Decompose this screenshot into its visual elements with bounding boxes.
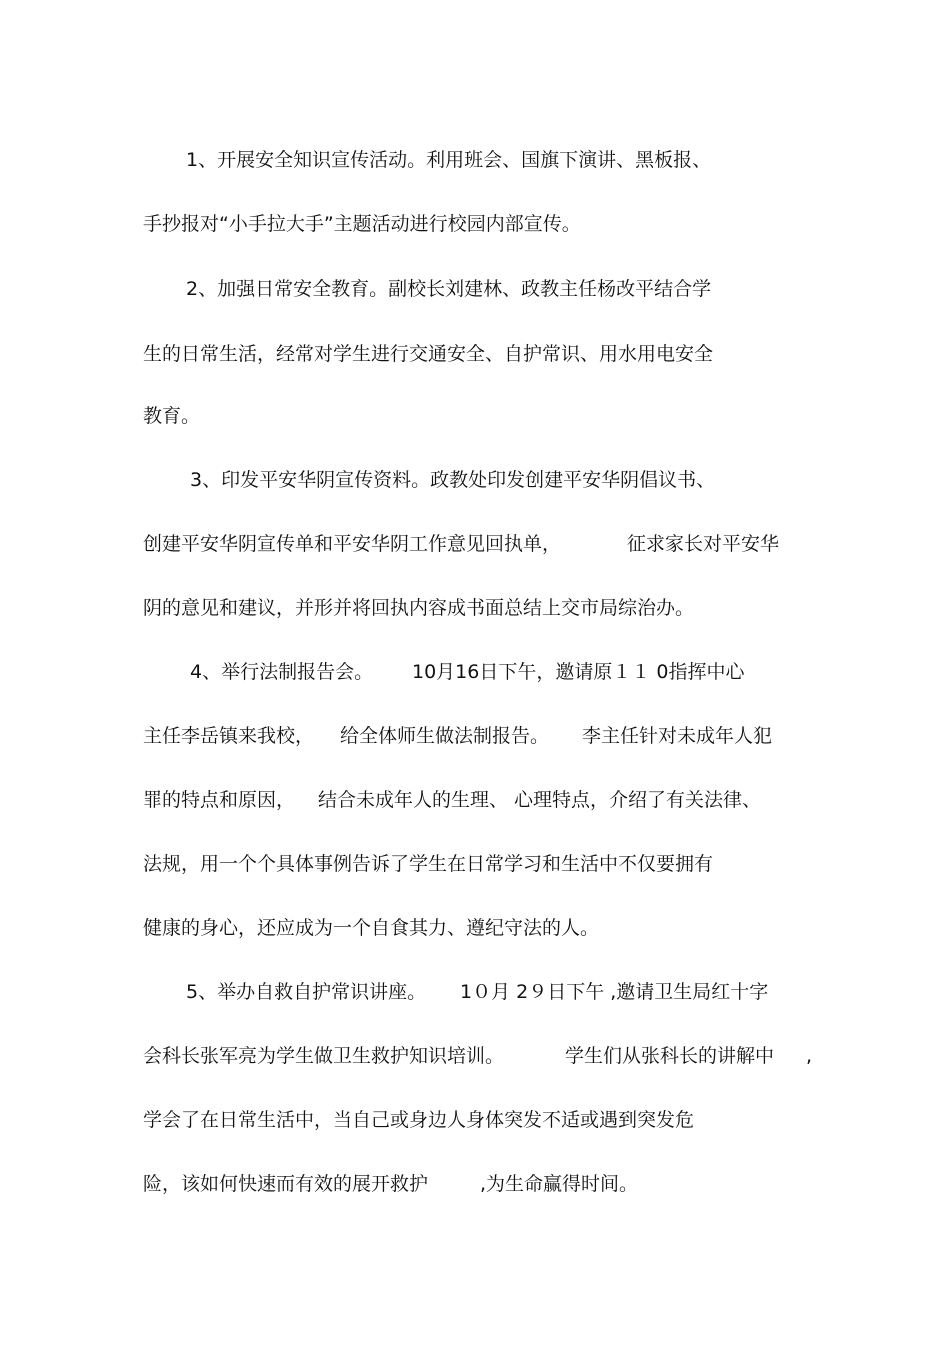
text-segment: 3、印发平安华阴宣传资料。政教处印发创建平安华阴倡议书、: [190, 469, 716, 491]
text-segment: 教育。: [143, 405, 201, 427]
text-line: [0, 1103, 950, 1137]
text-segment: ,为生命赢得时间。: [480, 1173, 639, 1195]
text-segment: 10月16日下午，邀请原１１ 0指挥中心: [412, 661, 745, 683]
text-segment: 手抄报对“小手拉大手”主题活动进行校园内部宣传。: [143, 213, 581, 235]
text-segment: 4、举行法制报告会。: [190, 661, 374, 683]
text-line: [0, 719, 950, 753]
text-segment: 征求家长对平安华: [627, 533, 780, 555]
text-segment: 险，该如何快速而有效的展开救护: [143, 1173, 429, 1195]
text-segment: 5、举办自救自护常识讲座。: [186, 981, 427, 1003]
text-segment: 创建平安华阴宣传单和平安华阴工作意见回执单，: [143, 533, 562, 555]
text-segment: 结合未成年人的生理、 心理特点，介绍了有关法律、: [318, 789, 762, 811]
text-line: [0, 1167, 950, 1201]
text-line: [0, 783, 950, 817]
text-line: [0, 975, 950, 1009]
text-segment: 1０月 2９日下午 ,邀请卫生局红十字: [460, 981, 769, 1003]
text-line: [0, 207, 950, 241]
text-segment: 学生们从张科长的讲解中: [565, 1045, 775, 1067]
text-line: [0, 527, 950, 561]
text-segment: 罪的特点和原因，: [143, 789, 296, 811]
text-line: [0, 399, 950, 433]
text-segment: 主任李岳镇来我校，: [143, 725, 315, 747]
text-segment: 1、开展安全知识宣传活动。利用班会、国旗下演讲、黑板报、: [186, 149, 712, 171]
text-line: [0, 655, 950, 689]
text-line: [0, 1039, 950, 1073]
text-line: [0, 337, 950, 371]
text-segment: 2、加强日常安全教育。副校长刘建林、政教主任杨改平结合学: [186, 278, 712, 300]
text-line: [0, 272, 950, 306]
text-segment: 法规，用一个个具体事例告诉了学生在日常学习和生活中不仅要拥有: [143, 853, 714, 875]
text-line: [0, 463, 950, 497]
text-segment: 会科长张军亮为学生做卫生救护知识培训。: [143, 1045, 505, 1067]
text-segment: 阴的意见和建议，并形并将回执内容成书面总结上交市局综治办。: [143, 597, 695, 619]
text-segment: ,: [806, 1045, 813, 1067]
text-segment: 生的日常生活，经常对学生进行交通安全、自护常识、用水用电安全: [143, 343, 714, 365]
text-segment: 学会了在日常生活中，当自己或身边人身体突发不适或遇到突发危: [143, 1109, 695, 1131]
text-line: [0, 847, 950, 881]
text-segment: 李主任针对未成年人犯: [582, 725, 773, 747]
text-segment: 给全体师生做法制报告。: [340, 725, 550, 747]
text-line: [0, 591, 950, 625]
text-line: [0, 911, 950, 945]
text-line: [0, 143, 950, 177]
text-segment: 健康的身心，还应成为一个自食其力、遵纪守法的人。: [143, 917, 600, 939]
